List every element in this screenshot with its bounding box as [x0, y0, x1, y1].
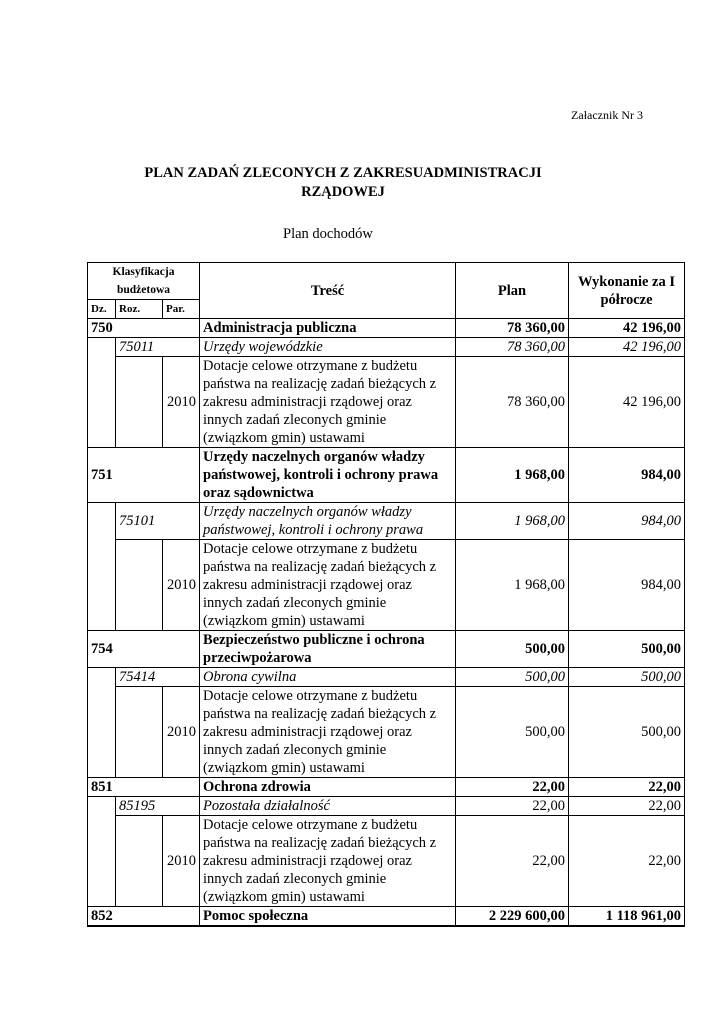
wykonanie-cell: 22,00 — [569, 816, 685, 907]
tresc-cell: Pomoc społeczna — [200, 907, 456, 927]
wykonanie-cell: 984,00 — [569, 540, 685, 631]
plan-cell: 500,00 — [456, 687, 569, 778]
table-row — [88, 816, 685, 907]
dz-cell: 851 — [88, 778, 200, 797]
table-row — [88, 907, 685, 927]
tresc-cell: Obrona cywilna — [200, 668, 456, 687]
table-row — [88, 668, 685, 687]
header-row — [88, 263, 685, 300]
plan-cell: 22,00 — [456, 797, 569, 816]
wykonanie-cell: 500,00 — [569, 631, 685, 668]
title-line-2: RZĄDOWEJ — [301, 184, 385, 200]
dz-cell: 750 — [88, 319, 200, 338]
tresc-cell: Dotacje celowe otrzymane z budżetu państwa na realizację zadań bieżących z zakresu administracji rządowej oraz innych zadań zleconych gminie (związkom gmin) ustawami — [200, 357, 456, 448]
document-title — [88, 164, 598, 202]
table-row — [88, 357, 685, 448]
plan-cell: 500,00 — [456, 668, 569, 687]
tresc-cell: Urzędy naczelnych organów władzy państwowej, kontroli i ochrony prawa oraz sądownictwa — [200, 448, 456, 503]
table-row — [88, 631, 685, 668]
wykonanie-cell: 1 118 961,00 — [569, 907, 685, 927]
tresc-cell: Urzędy wojewódzkie — [200, 338, 456, 357]
tresc-cell: Administracja publiczna — [200, 319, 456, 338]
table-row — [88, 778, 685, 797]
header-plan: Plan — [456, 263, 569, 319]
plan-cell: 1 968,00 — [456, 503, 569, 540]
annex-label: Załacznik Nr 3 — [571, 108, 643, 122]
wykonanie-cell: 42 196,00 — [569, 319, 685, 338]
plan-cell: 78 360,00 — [456, 338, 569, 357]
title-line-1: PLAN ZADAŃ ZLECONYCH Z ZAKRESUADMINISTRACJI — [144, 165, 542, 181]
header-roz: Roz. — [116, 300, 163, 319]
table-row — [88, 540, 685, 631]
tresc-cell: Bezpieczeństwo publiczne i ochrona przeciwpożarowa — [200, 631, 456, 668]
dz-cell-empty — [88, 503, 116, 631]
header-wykonanie: Wykonanie za I półrocze — [569, 263, 685, 319]
roz-cell: 75414 — [116, 668, 200, 687]
dz-cell: 852 — [88, 907, 200, 927]
plan-cell: 1 968,00 — [456, 448, 569, 503]
plan-cell: 22,00 — [456, 778, 569, 797]
header-dz: Dz. — [88, 300, 116, 319]
plan-cell: 78 360,00 — [456, 357, 569, 448]
wykonanie-cell: 22,00 — [569, 797, 685, 816]
plan-cell: 500,00 — [456, 631, 569, 668]
roz-cell: 85195 — [116, 797, 200, 816]
par-cell: 2010 — [163, 816, 200, 907]
tresc-cell: Pozostała działalność — [200, 797, 456, 816]
dz-cell: 751 — [88, 448, 200, 503]
roz-cell-empty — [116, 357, 163, 448]
tresc-cell: Ochrona zdrowia — [200, 778, 456, 797]
plan-cell: 78 360,00 — [456, 319, 569, 338]
table-row — [88, 797, 685, 816]
table-row — [88, 319, 685, 338]
tresc-cell: Dotacje celowe otrzymane z budżetu państwa na realizację zadań bieżących z zakresu administracji rządowej oraz innych zadań zleconych gminie (związkom gmin) ustawami — [200, 540, 456, 631]
document-subtitle: Plan dochodów — [283, 226, 373, 242]
table-row — [88, 338, 685, 357]
table-row — [88, 503, 685, 540]
budget-table — [87, 262, 685, 927]
dz-cell-empty — [88, 668, 116, 778]
roz-cell: 75011 — [116, 338, 200, 357]
dz-cell: 754 — [88, 631, 200, 668]
header-tresc: Treść — [200, 263, 456, 319]
wykonanie-cell: 500,00 — [569, 668, 685, 687]
wykonanie-cell: 500,00 — [569, 687, 685, 778]
header-par: Par. — [163, 300, 200, 319]
tresc-cell: Urzędy naczelnych organów władzy państwowej, kontroli i ochrony prawa — [200, 503, 456, 540]
par-cell: 2010 — [163, 357, 200, 448]
plan-cell: 1 968,00 — [456, 540, 569, 631]
header-klasyfikacja: Klasyfikacja budżetowa — [88, 263, 200, 300]
roz-cell-empty — [116, 540, 163, 631]
table-row — [88, 687, 685, 778]
wykonanie-cell: 984,00 — [569, 503, 685, 540]
wykonanie-cell: 42 196,00 — [569, 357, 685, 448]
tresc-cell: Dotacje celowe otrzymane z budżetu państwa na realizację zadań bieżących z zakresu administracji rządowej oraz innych zadań zleconych gminie (związkom gmin) ustawami — [200, 816, 456, 907]
dz-cell-empty — [88, 797, 116, 907]
roz-cell-empty — [116, 816, 163, 907]
roz-cell: 75101 — [116, 503, 200, 540]
dz-cell-empty — [88, 338, 116, 448]
wykonanie-cell: 22,00 — [569, 778, 685, 797]
wykonanie-cell: 42 196,00 — [569, 338, 685, 357]
roz-cell-empty — [116, 687, 163, 778]
table-row — [88, 448, 685, 503]
plan-cell: 2 229 600,00 — [456, 907, 569, 927]
tresc-cell: Dotacje celowe otrzymane z budżetu państwa na realizację zadań bieżących z zakresu administracji rządowej oraz innych zadań zleconych gminie (związkom gmin) ustawami — [200, 687, 456, 778]
par-cell: 2010 — [163, 687, 200, 778]
wykonanie-cell: 984,00 — [569, 448, 685, 503]
par-cell: 2010 — [163, 540, 200, 631]
plan-cell: 22,00 — [456, 816, 569, 907]
